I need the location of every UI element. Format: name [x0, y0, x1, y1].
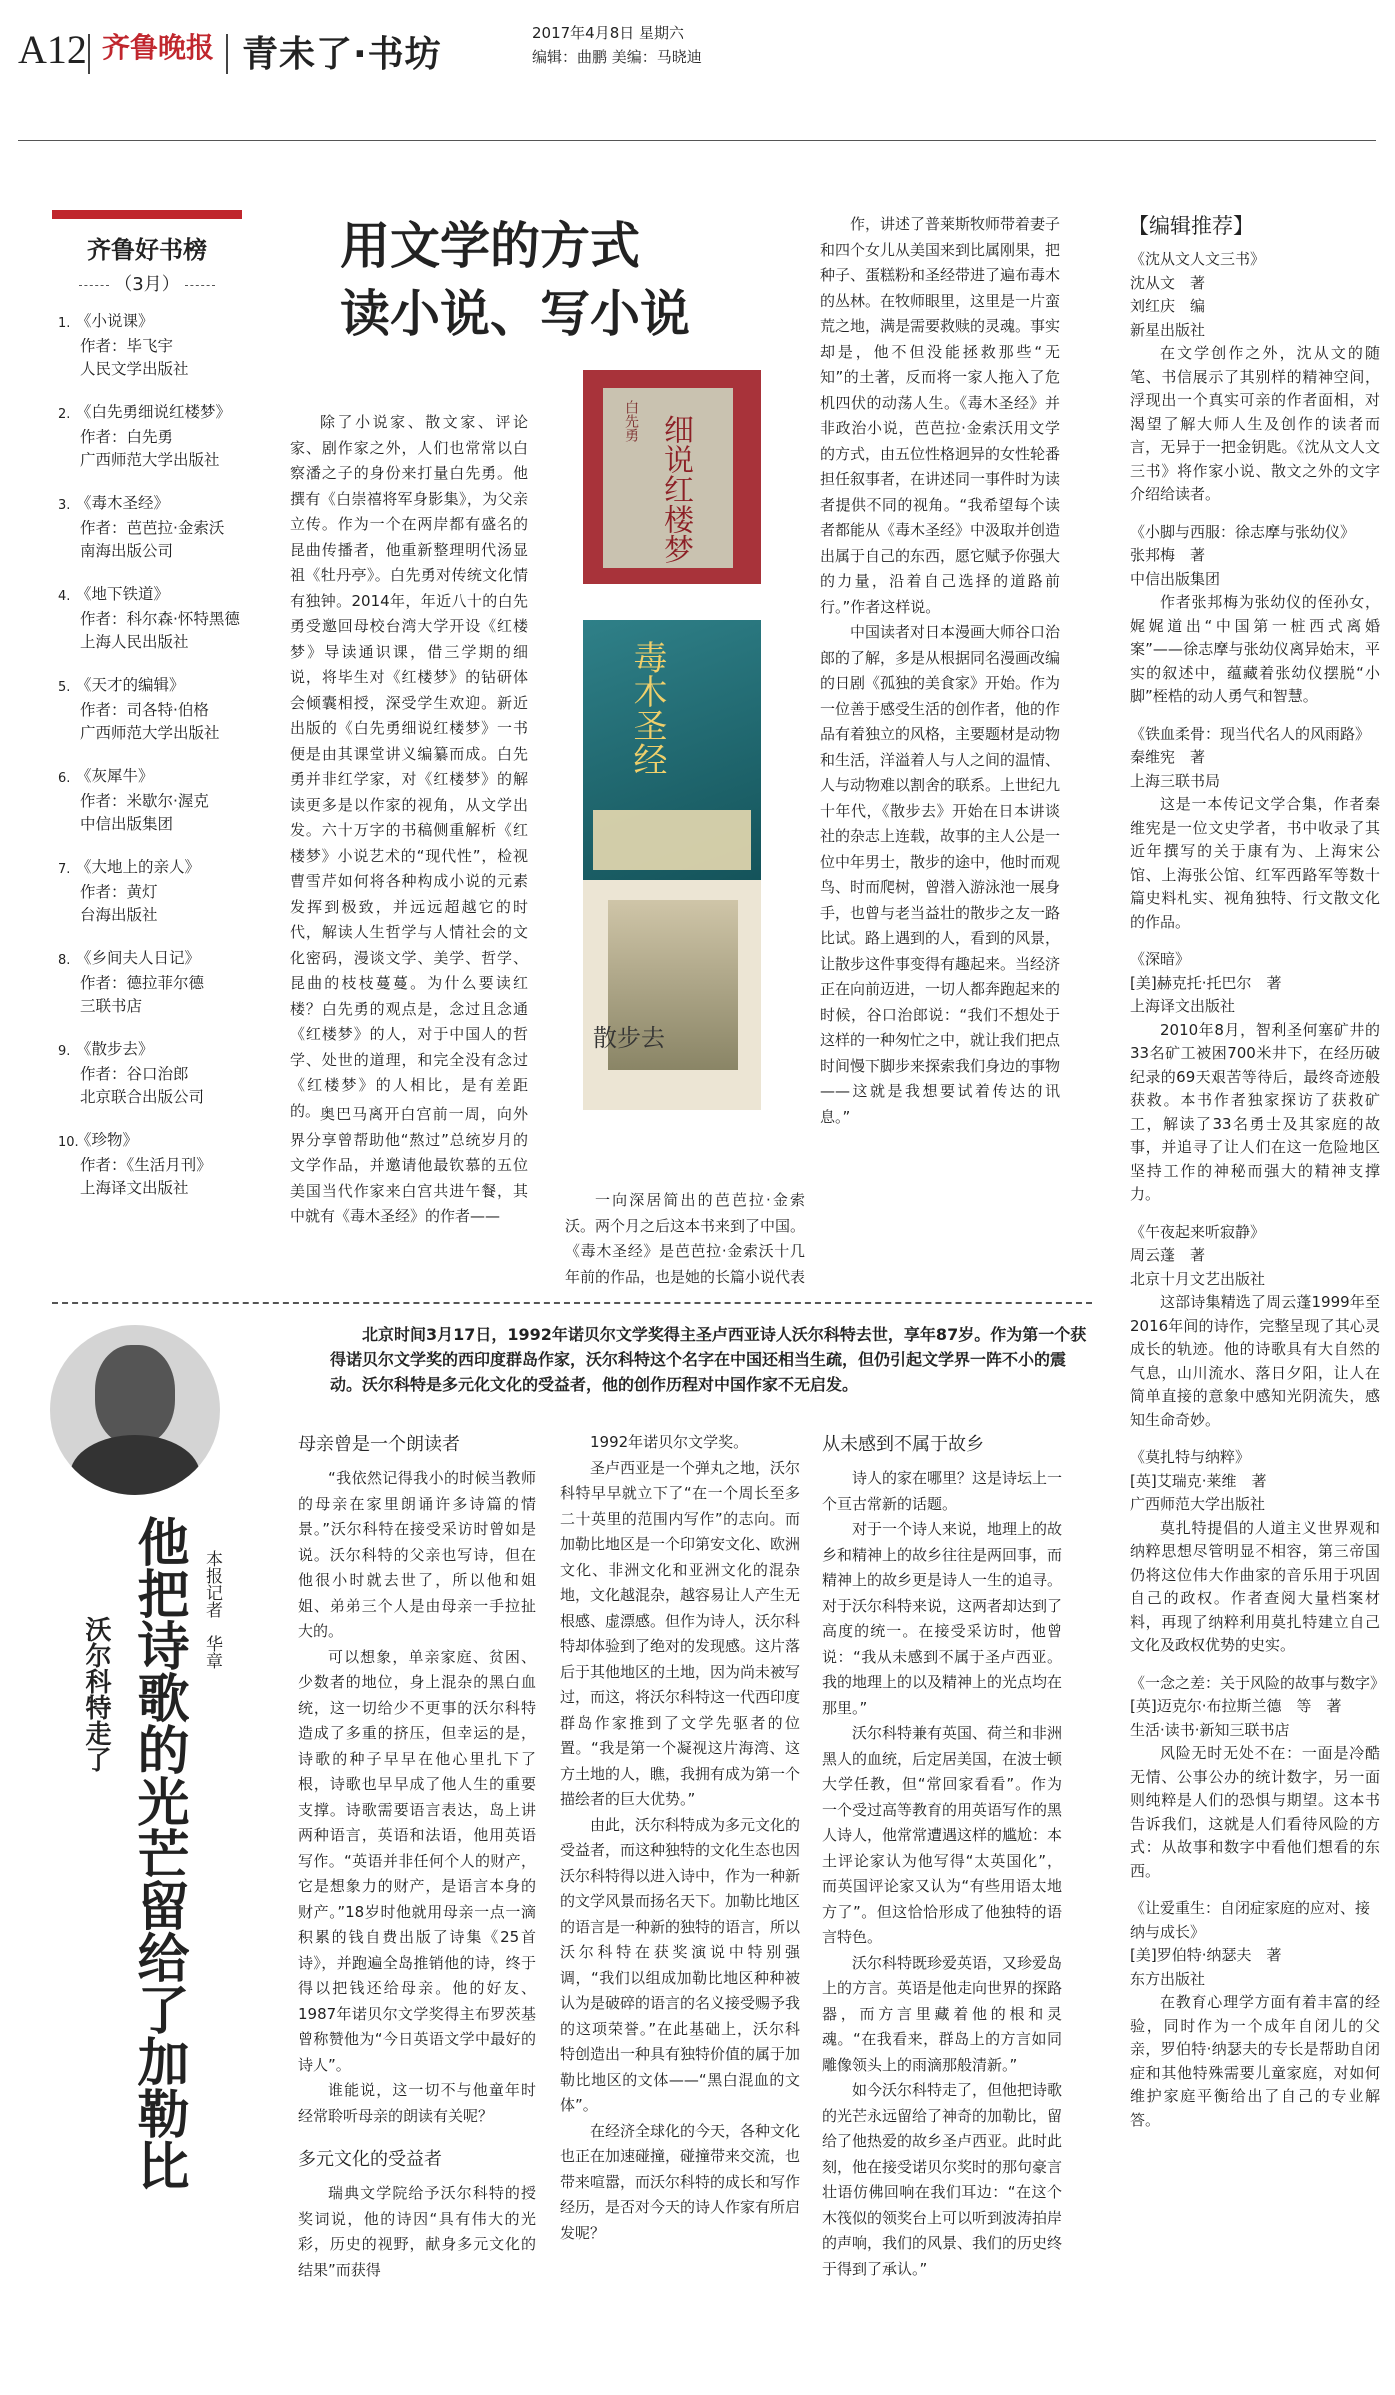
ranking-title: 齐鲁好书榜 — [87, 236, 207, 264]
paragraph: 可以想象，单亲家庭、贫困、少数者的地位，身上混杂的黑白血统，这一切给少不更事的沃尔科特造成了多重的挤压，但幸运的是，诗歌的种子早早在他心里扎下了根，诗歌也早早成了他人生的重要支撑。诗歌需要语言表达，岛上讲两种语言，英语和法语，他用英语写作。“英语并非任何个人的财产，它是想象力的财产，是语言本身的财产。”18岁时他就用母亲一点一滴积累的钱自费出版了诗集《25首诗》，并跑遍全岛推销他的诗，终于得以把钱还给母亲。他的好友、1987年诺贝尔文学奖得主布罗茨基曾称赞他为“今日英语文学中最好的诗人”。 — [298, 1647, 536, 2074]
byline: 本报记者 华章 — [202, 1550, 222, 1669]
ranking-item — [58, 856, 258, 927]
ranking-press: 中信出版集团 — [80, 815, 174, 833]
recommend-desc: 这是一本传记文学合集，作者秦维宪是一位文史学者，书中收录了其近年撰写的关于康有为、上海宋公馆、上海张公馆、红军西路军等数十篇史料札实、视角独特、行文散文化的作品。 — [1130, 795, 1380, 931]
dash-line — [79, 285, 109, 286]
recommend-item — [1130, 1446, 1380, 1658]
section-body — [560, 1430, 800, 2246]
article-lead: 北京时间3月17日，1992年诺贝尔文学奖得主圣卢西亚诗人沃尔科特去世，享年87岁。作为第一个获得诺贝尔文学奖的西印度群岛作家，沃尔科特这个名字在中国还相当生疏，但仍引起文学界一阵不小的震动。沃尔科特是多元化文化的受益者，他的创作历程对中国作家不无启发。 — [330, 1325, 1087, 1394]
recommend-author: 周云蓬 著 — [1130, 1246, 1206, 1264]
section-body — [298, 1466, 536, 2129]
ranking-press: 广西师范大学出版社 — [80, 724, 220, 742]
ranking-author: 作者：芭芭拉·金索沃 — [80, 519, 225, 537]
paragraph: 由此，沃尔科特成为多元文化的受益者，而这种独特的文化生态也因沃尔科特得以进入诗中，作为一种新的文学风景而扬名天下。加勒比地区的语言是一种新的独特的语言，所以沃尔科特在获奖演说中特别强调，“我们以组成加勒比地区种种被认为是破碎的语言的名义接受赐予我的这项荣誉。”在此基础上，沃尔科特创造出一种具有独特价值的属于加勒比地区的文体——“黑白混血的文体”。 — [560, 1815, 801, 2114]
cover-author: 白先勇 — [623, 400, 639, 442]
recommend-desc: 风险无时无处不在：一面是冷酷无情、公事公办的统计数字，另一面则纯粹是人们的恐惧与期望。这本书告诉我们，这就是人们看待风险的方式：从故事和数字中看他们想看的东西。 — [1130, 1744, 1380, 1880]
ranking-item — [58, 583, 258, 654]
recommend-title: 【编辑推荐】 — [1128, 214, 1254, 238]
recommend-press: 上海译文出版社 — [1130, 997, 1236, 1015]
paragraph: 1992年诺贝尔文学奖。 — [590, 1433, 749, 1451]
paragraph: 沃尔科特既珍爱英语，又珍爱岛上的方言。英语是他走向世界的探路器，而方言里藏着他的根和灵魂。“在我看来，群岛上的方言如同雕像领头上的雨滴那般清新。” — [822, 1953, 1063, 2074]
header-divider — [88, 34, 90, 74]
ranking-author: 作者：黄灯 — [80, 883, 158, 901]
ranking-author: 作者：白先勇 — [80, 428, 174, 446]
recommend-author: [美]赫克托·托巴尔 著 — [1130, 973, 1282, 992]
recommend-book-title: 《让爱重生：自闭症家庭的应对、接纳与成长》 — [1130, 1899, 1371, 1941]
recommend-book-title: 《沈从文人文三书》 — [1130, 250, 1266, 268]
section-divider — [52, 1302, 1092, 1304]
ranking-number: 4. — [58, 589, 71, 604]
ranking-number: 3. — [58, 498, 71, 513]
ranking-author: 作者：米歇尔·渥克 — [80, 792, 209, 810]
recommend-book-title: 《一念之差：关于风险的故事与数字》 — [1130, 1673, 1386, 1692]
recommend-book-title: 《午夜起来听寂静》 — [1130, 1222, 1266, 1241]
section-heading: 从未感到不属于故乡 — [822, 1434, 984, 1455]
header-rule — [18, 140, 1376, 141]
portrait-shoulders — [70, 1435, 200, 1495]
recommend-desc: 在文学创作之外，沈从文的随笔、书信展示了其别样的精神空间，浮现出一个真实可亲的作者面相，对渴望了解大师人生及创作的读者而言，无异于一把金钥匙。《沈从文人文三书》将作家小说、散文之外的文字介绍给读者。 — [1130, 344, 1380, 503]
portrait-face — [95, 1345, 175, 1445]
ranking-number: 2. — [58, 407, 71, 422]
recommend-item — [1130, 948, 1380, 1207]
paragraph: 谁能说，这一切不与他童年时经常聆听母亲的朗读有关呢？ — [298, 2081, 536, 2125]
page-number: A12 — [18, 27, 87, 72]
article-column — [298, 1430, 536, 2283]
recommend-item — [1130, 723, 1380, 935]
recommend-desc: 在教育心理学方面有着丰富的经验，同时作为一个成年自闭儿的父亲，罗伯特·纳瑟夫的专长是帮助自闭症和其他特殊需要儿童家庭，对如何维护家庭平衡给出了自己的专业解答。 — [1130, 1993, 1380, 2129]
recommend-book-title: 《深暗》 — [1130, 950, 1191, 968]
ranking-author: 作者：司各特·伯格 — [80, 701, 209, 719]
paragraph: 在经济全球化的今天，各种文化也正在加速碰撞，碰撞带来交流，也带来喧嚣，而沃尔科特的成长和写作经历，是否对今天的诗人作家有所启发呢？ — [560, 2121, 801, 2242]
ranking-press: 上海人民出版社 — [80, 633, 189, 651]
ranking-book-title: 《小说课》 — [76, 312, 154, 330]
section-body — [298, 2181, 536, 2283]
ranking-author: 作者：德拉菲尔德 — [80, 974, 205, 992]
ranking-number: 1. — [58, 316, 71, 331]
recommend-author: 张邦梅 著 — [1130, 546, 1206, 564]
section-heading: 多元文化的受益者 — [298, 2149, 442, 2170]
ranking-number: 6. — [58, 771, 71, 786]
article-headline: 他把诗歌的光芒留给了加勒比 — [128, 1515, 188, 2191]
recommend-desc: 莫扎特提倡的人道主义世界观和纳粹思想尽管明显不相容，第三帝国仍将这位伟大作曲家的音乐用于巩固自己的政权。作者查阅大量档案材料，再现了纳粹利用莫扎特建立自己文化及政权优势的史实。 — [1130, 1518, 1380, 1654]
ranking-book-title: 《灰犀牛》 — [76, 767, 154, 785]
recommend-list — [1130, 248, 1386, 2146]
article-column — [820, 212, 1060, 1130]
ranking-press: 三联书店 — [80, 997, 143, 1015]
article-title-line1: 用文学的方式 — [340, 217, 640, 275]
ranking-press: 广西师范大学出版社 — [80, 451, 220, 469]
article-column — [560, 1430, 800, 2246]
header-divider — [226, 34, 228, 74]
ranking-author: 作者：科尔森·怀特黑德 — [80, 610, 240, 628]
ranking-item — [58, 674, 258, 745]
ranking-press: 南海出版公司 — [80, 542, 174, 560]
article-column: 奥巴马离开白宫前一周，向外界分享曾帮助他“熬过”总统岁月的文学作品，并邀请他最钦慕的五位美国当代作家来白宫共进午餐，其中就有《毒木圣经》的作者—— — [290, 1105, 528, 1225]
paragraph: 如今沃尔科特走了，但他把诗歌的光芒永远留给了神奇的加勒比，留给了他热爱的故乡圣卢西亚。此时此刻，他在接受诺贝尔奖时的那句豪言壮语仿佛回响在我们耳边：“在这个木筏似的领奖台上可以听到波涛拍岸的声响，我们的风景、我们的历史终于得到了承认。” — [822, 2081, 1063, 2278]
recommend-press: 生活·读书·新知三联书店 — [1130, 1720, 1290, 1739]
paragraph: 瑞典文学院给予沃尔科特的授奖词说，他的诗因“具有伟大的光彩，历史的视野，献身多元文化的结果”而获得 — [298, 2184, 536, 2279]
paragraph: “我依然记得我小的时候当教师的母亲在家里朗诵许多诗篇的情景。”沃尔科特在接受采访时曾如是说。沃尔科特的父亲也写诗，但在他很小时就去世了，所以他和姐姐、弟弟三个人是由母亲一手拉扯大的。 — [298, 1469, 536, 1640]
ranking-book-title: 《散步去》 — [76, 1040, 154, 1058]
recommend-press: 东方出版社 — [1130, 1969, 1206, 1988]
ranking-item — [58, 310, 258, 381]
article-column — [822, 1430, 1062, 2282]
paragraph: 对于一个诗人来说，地理上的故乡和精神上的故乡往往是两回事，而精神上的故乡更是诗人一生的追寻。对于沃尔科特来说，这两者却达到了高度的统一。在接受采访时，他曾说：“我从未感到不属于圣卢西亚。我的地理上的以及精神上的光点均在那里。” — [822, 1520, 1063, 1717]
recommend-book-title: 《小脚与西服：徐志摩与张幼仪》 — [1130, 522, 1356, 541]
cover-title: 细说红楼梦 — [658, 414, 693, 564]
recommend-press: 北京十月文艺出版社 — [1130, 1269, 1266, 1288]
ranking-author: 作者：谷口治郎 — [80, 1065, 189, 1083]
recommend-author: 秦维宪 著 — [1130, 748, 1206, 766]
ranking-book-title: 《乡间夫人日记》 — [76, 949, 201, 967]
paragraph: 圣卢西亚是一个弹丸之地，沃尔科特早早就立下了“在一个周长至多二十英里的范围内写作”的志向。而加勒比地区是一个印第安文化、欧洲文化、非洲文化和亚洲文化的混杂地，文化越混杂，越容易让人产生无根感、虚漂感。但作为诗人，沃尔科特却体验到了绝对的发现感。这片落后于其他地区的土地，因为尚未被写过，而这，将沃尔科特这一代西印度群岛作家推到了文学先驱者的位置。“我是第一个凝视这片海湾、这方土地的人，瞧，我拥有成为第一个描绘者的巨大优势。” — [560, 1458, 801, 1808]
ranking-item — [58, 401, 258, 472]
ranking-item — [58, 492, 258, 563]
ranking-item — [58, 765, 258, 836]
editors-credit: 编辑：曲鹏 美编：马晓迪 — [532, 48, 702, 66]
book-cover-poisonwood — [583, 620, 761, 882]
recommend-item — [1130, 1672, 1386, 1884]
ranking-number: 9. — [58, 1044, 71, 1059]
ranking-number: 8. — [58, 953, 71, 968]
issue-date: 2017年4月8日 星期六 — [532, 24, 685, 42]
ranking-book-title: 《天才的编辑》 — [76, 676, 185, 694]
walcott-portrait — [50, 1325, 220, 1495]
ranking-number: 10. — [58, 1135, 79, 1150]
ranking-book-title: 《地下铁道》 — [76, 585, 170, 603]
recommend-author: [美]罗伯特·纳瑟夫 著 — [1130, 1946, 1282, 1964]
recommend-desc: 作者张邦梅为张幼仪的侄孙女，娓娓道出“中国第一桩西式离婚案”——徐志摩与张幼仪离异始末，平实的叙述中，蕴藏着张幼仪摆脱“小脚”桎梏的动人勇气和智慧。 — [1130, 593, 1380, 705]
recommend-press: 新星出版社 — [1130, 320, 1206, 339]
paragraph: 中国读者对日本漫画大师谷口治郎的了解，多是从根据同名漫画改编的日剧《孤独的美食家》开始。作为一位善于感受生活的创作者，他的作品有着独立的风格，主要题材是动物和生活，洋溢着人与人之间的温情、人与动物难以割舍的联系。上世纪九十年代，《散步去》开始在日本讲谈社的杂志上连载，故事的主人公是一位中年男士，散步的途中，他时而观鸟、时而爬树，曾潜入游泳池一展身手，也曾与老当益壮的散步之友一路比试。路上遇到的人，看到的风景，让散步这件事变得有趣起来。当经济正在向前迈进，一切人都奔跑起来的时候，谷口治郎说：“我们不想处于这样的一种匆忙之中，就让我们把点时间慢下脚步来探索我们身边的事物——这就是我想要试着传达的讯息。” — [820, 623, 1061, 1126]
ranking-press: 台海出版社 — [80, 906, 158, 924]
section-body — [822, 1466, 1062, 2282]
paragraph: 作，讲述了普莱斯牧师带着妻子和四个女儿从美国来到比属刚果，把种子、蛋糕粉和圣经带进了遍布毒木的丛林。在牧师眼里，这里是一片蛮荒之地，满是需要救赎的灵魂。事实却是，他不但没能拯救那些“无知”的土著，反而将一家人拖入了危机四伏的动荡人生。《毒木圣经》并非政治小说，芭芭拉·金索沃用文学的方式，由五位性格迥异的女性轮番担任叙事者，在讲述同一事件时为读者提供不同的视角。“我希望每个读者都能从《毒木圣经》中汲取并创造出属于自己的东西，愿它赋予你强大的力量，沿着自己选择的道路前行。”作者这样说。 — [820, 215, 1061, 616]
ranking-rule — [52, 210, 242, 219]
section-heading: 母亲曾是一个朗读者 — [298, 1434, 460, 1455]
newspaper-logo: 齐鲁晚报 — [102, 31, 215, 64]
ranking-item — [58, 1038, 258, 1109]
article-column: 一向深居简出的芭芭拉·金索沃。两个月之后这本书来到了中国。《毒木圣经》是芭芭拉·金索沃十几年前的作品，也是她的长篇小说代表 — [565, 1191, 806, 1286]
recommend-editor: 刘红庆 编 — [1130, 297, 1206, 315]
article-title-line2: 读小说、写小说 — [340, 285, 690, 343]
recommend-desc: 这部诗集精选了周云蓬1999年至2016年间的诗作，完整呈现了其心灵成长的轨迹。他的诗歌具有大自然的气息，山川流水、落日夕阳，让人在简单直接的意象中感知光阴流失，感知生命奇妙。 — [1130, 1293, 1380, 1429]
ranking-month-label: （3月） — [114, 274, 180, 295]
recommend-item — [1130, 1897, 1380, 2132]
recommend-press: 广西师范大学出版社 — [1130, 1495, 1266, 1513]
ranking-number: 7. — [58, 862, 71, 877]
ranking-month — [52, 270, 242, 296]
paragraph: 诗人的家在哪里？这是诗坛上一个亘古常新的话题。 — [822, 1469, 1063, 1513]
recommend-press: 中信出版集团 — [1130, 569, 1221, 588]
paragraph: 沃尔科特兼有英国、荷兰和非洲黑人的血统，后定居美国，在波士顿大学任教，但“常回家看看”。作为一个受过高等教育的用英语写作的黑人诗人，他常常遭遇这样的尴尬：本土评论家认为他写得“太英国化”，而英国评论家又认为“有些用语太地方了”。但这恰恰形成了他独特的语言特色。 — [822, 1724, 1063, 1946]
book-cover-walk — [583, 880, 761, 1110]
cover-title: 散步去 — [593, 1024, 665, 1052]
ranking-item — [58, 1129, 258, 1200]
ranking-book-title: 《白先勇细说红楼梦》 — [76, 403, 232, 421]
ranking-press: 上海译文出版社 — [80, 1179, 189, 1197]
recommend-author: [英]艾瑞克·莱维 著 — [1130, 1471, 1267, 1490]
ranking-item — [58, 947, 258, 1018]
article-title — [340, 212, 690, 348]
dash-line — [185, 285, 215, 286]
recommend-book-title: 《莫扎特与纳粹》 — [1130, 1448, 1251, 1466]
recommend-author: [英]迈克尔·布拉斯兰德 等 著 — [1130, 1697, 1342, 1715]
book-cover-honglou — [583, 370, 761, 584]
cover-band — [593, 810, 751, 870]
article-subhead: 沃尔科特走了 — [81, 1616, 111, 1772]
ranking-number: 5. — [58, 680, 71, 695]
ranking-list — [58, 310, 258, 1220]
recommend-item — [1130, 521, 1380, 709]
recommend-desc: 2010年8月，智利圣何塞矿井的33名矿工被困700米井下，在经历破纪录的69天艰苦等待后，最终奇迹般获救。本书作者独家探访了获救矿工，解读了33名勇士及其家庭的故事，并追寻了让人们在这一危险地区坚持工作的神秘而强大的精神支撑力。 — [1130, 1020, 1380, 1203]
recommend-item — [1130, 248, 1380, 507]
ranking-press: 人民文学出版社 — [80, 360, 189, 378]
ranking-press: 北京联合出版公司 — [80, 1088, 205, 1106]
cover-title: 毒木圣经 — [627, 640, 667, 776]
ranking-book-title: 《毒木圣经》 — [76, 494, 170, 512]
ranking-author: 作者：《生活月刊》 — [80, 1156, 212, 1174]
ranking-author: 作者：毕飞宇 — [80, 337, 174, 355]
column-title: 青未了·书坊 — [242, 34, 442, 75]
recommend-item — [1130, 1221, 1380, 1433]
article-column: 除了小说家、散文家、评论家、剧作家之外，人们也常常以白察潘之子的身份来打量白先勇。他撰有《白崇禧将军身影集》，为父亲立传。作为一个在两岸都有盛名的昆曲传播者，他重新整理明代汤显祖《牡丹亭》。白先勇对传统文化情有独钟。2014年，年近八十的白先勇受邀回母校台湾大学开设《红楼梦》导读通识课，借三学期的细说，将毕生对《红楼梦》的钻研体会倾囊相授，深受学生欢迎。新近出版的《白先勇细说红楼梦》一书便是由其课堂讲义编纂而成。白先勇并非红学家，对《红楼梦》的解读更多是以作家的视角，从文学出发。六十万字的书稿侧重解析《红楼梦》小说艺术的“现代性”，检视曹雪芹如何将各种构成小说的元素发挥到极致，并远远超越它的时代，解读人生哲学与人情社会的文化密码，漫谈文学、美学、哲学、昆曲的枝枝蔓蔓。为什么要读红楼？白先勇的观点是，念过且念通《红楼梦》的人，对于中国人的哲学、处世的道理，和完全没有念过《红楼梦》的人相比，是有差距的。 — [290, 413, 528, 1120]
recommend-author: 沈从文 著 — [1130, 273, 1206, 292]
recommend-book-title: 《铁血柔骨：现当代名人的风雨路》 — [1130, 724, 1371, 743]
ranking-book-title: 《大地上的亲人》 — [76, 858, 201, 876]
ranking-book-title: 《珍物》 — [76, 1131, 139, 1149]
recommend-press: 上海三联书局 — [1130, 771, 1221, 790]
